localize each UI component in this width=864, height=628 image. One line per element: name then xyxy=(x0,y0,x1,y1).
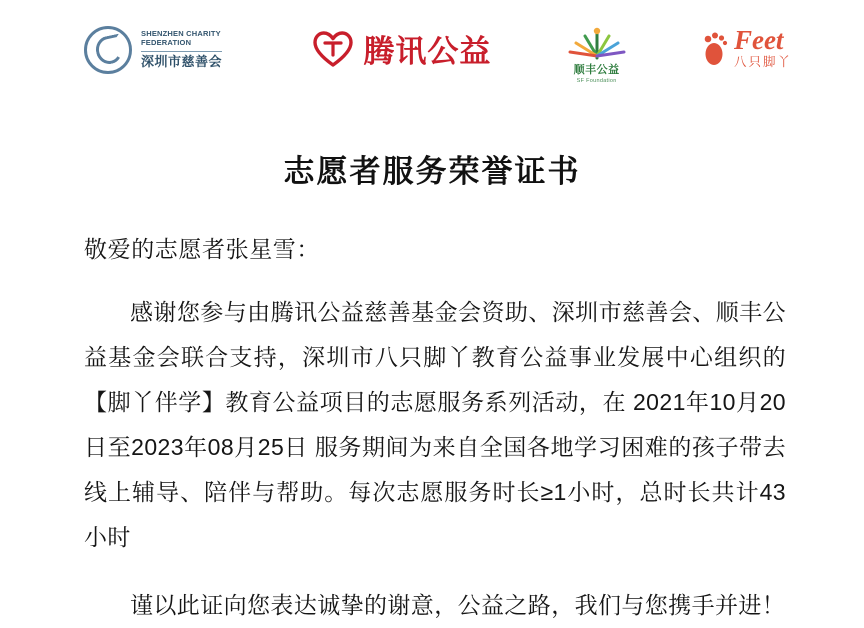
sponsor-logo-bar xyxy=(0,0,864,96)
logo-eight-feet xyxy=(702,26,792,69)
paragraph-closing: 谨以此证向您表达诚挚的谢意，公益之路，我们与您携手并进！ xyxy=(130,592,786,618)
salutation: 敬爱的志愿者张星雪： xyxy=(84,236,320,262)
logo-cn-name: 腾讯公益 xyxy=(363,34,492,69)
page-title: 志愿者服务荣誉证书 xyxy=(283,154,581,189)
footprint-icon xyxy=(702,28,728,68)
logo-cn-name: 顺丰公益 xyxy=(573,64,620,76)
logo-en-line1: SHENZHEN CHARITY xyxy=(141,29,221,39)
heart-icon xyxy=(313,31,353,67)
logo-shenzhen-charity-federation xyxy=(84,26,222,74)
logo-text-group xyxy=(141,30,222,69)
shenzhen-charity-federation-mark-icon xyxy=(84,26,132,74)
logo-en-name: Feet xyxy=(733,25,784,55)
paragraph-main: 感谢您参与由腾讯公益慈善基金会资助、深圳市慈善会、顺丰公益基金会联合支持，深圳市八只脚丫教育公益事业发展中心组织的【脚丫伴学】教育公益项目的志愿服务系列活动，在 2021年10月20日至2023年08月25日 服务期间为来自全国各地学习困难的孩子带去线上辅导、陪伴与帮助。每次志愿服务时长≥1小时，总时长共计43小时 xyxy=(84,299,786,550)
logo-text-group xyxy=(734,26,792,69)
logo-en-line2: FEDERATION xyxy=(141,38,192,48)
logo-cn-name: 深圳市慈善会 xyxy=(141,53,223,69)
certificate-body xyxy=(0,231,864,628)
logo-en-name: SF Foundation xyxy=(576,78,617,84)
logo-sf-foundation xyxy=(567,26,627,84)
logo-tencent-charity xyxy=(313,26,491,71)
sunburst-icon xyxy=(567,26,627,60)
logo-divider xyxy=(141,51,222,52)
logo-cn-name: 八只脚丫 xyxy=(733,54,792,69)
